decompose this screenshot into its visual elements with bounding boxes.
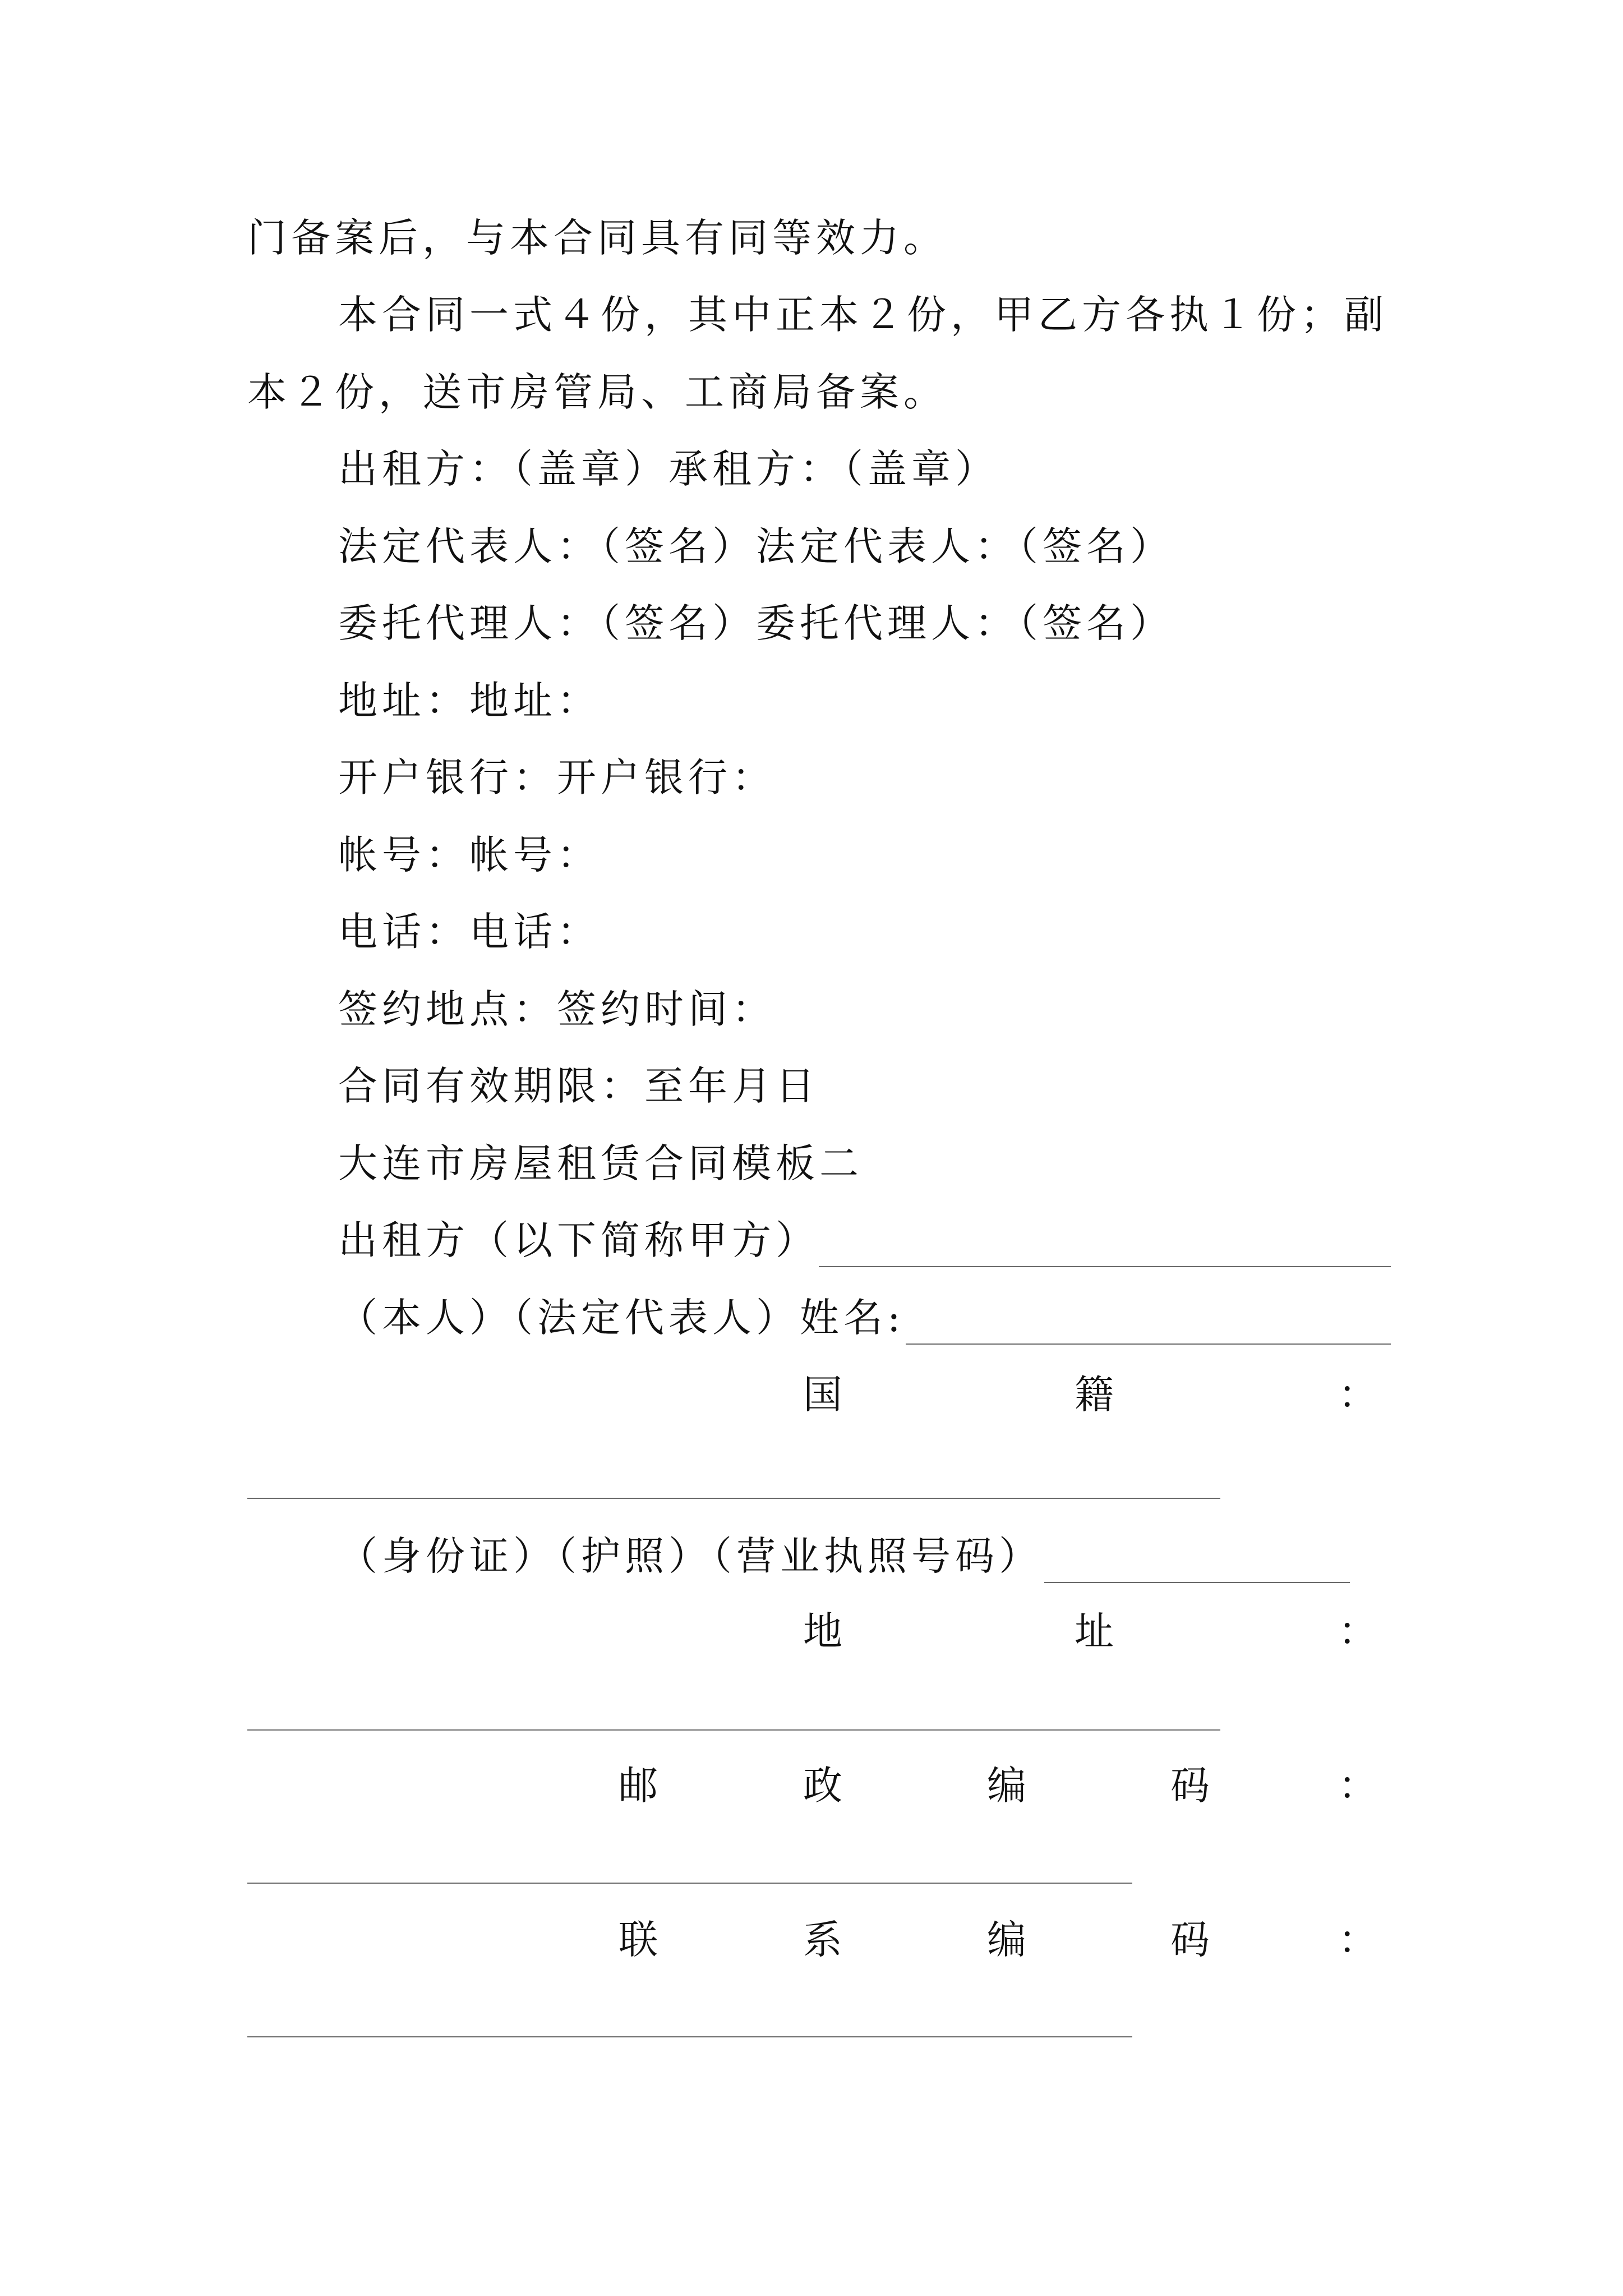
postal-char-4: 码 [1170,1763,1210,1809]
address-blank [247,1729,1220,1731]
template-title: 大连市房屋租赁合同模板二 [338,1140,863,1186]
text-line-3: 本２份，送市房管局、工商局备案。 [247,369,947,415]
postal-char-2: 政 [803,1763,842,1809]
phone-line: 电话：电话： [338,909,601,955]
signing-place-line: 签约地点：签约时间： [338,986,776,1032]
legal-rep-line: 法定代表人：（签名）法定代表人：（签名） [338,523,1174,569]
name-blank [906,1343,1391,1345]
agent-line: 委托代理人：（签名）委托代理人：（签名） [338,600,1174,646]
id-number-blank [1044,1582,1350,1583]
nationality-char-2: 籍 [1075,1372,1114,1418]
postal-colon: ： [1338,1763,1377,1809]
contact-char-4: 码 [1170,1917,1210,1963]
address-char-2: 址 [1075,1608,1114,1654]
postal-char-3: 编 [987,1763,1026,1809]
account-line: 帐号：帐号： [338,832,601,878]
address-colon: ： [1338,1608,1377,1654]
id-number-label: （身份证）（护照）（营业执照号码） [338,1533,1043,1579]
contact-colon: ： [1338,1917,1377,1963]
validity-line: 合同有效期限：至年月日 [338,1063,819,1109]
contact-blank [247,2036,1132,2037]
text-line-1: 门备案后，与本合同具有同等效力。 [247,215,947,261]
lessor-label: 出租方（以下简称甲方） [338,1217,819,1263]
nationality-blank [247,1498,1220,1499]
postal-blank [247,1883,1132,1884]
address-line: 地址：地址： [338,678,601,724]
lessor-blank [819,1266,1391,1267]
contact-char-2: 系 [803,1917,842,1963]
signature-stamp-line: 出租方：（盖章）承租方：（盖章） [338,446,999,492]
nationality-colon: ： [1338,1372,1377,1418]
contact-char-1: 联 [619,1917,658,1963]
name-label: （本人）（法定代表人）姓名: [338,1295,905,1341]
text-line-2: 本合同一式４份，其中正本２份，甲乙方各执１份；副 [338,292,1388,338]
nationality-char-1: 国 [803,1372,842,1418]
address-char-1: 地 [803,1608,842,1654]
postal-char-1: 邮 [619,1763,658,1809]
bank-line: 开户银行：开户银行： [338,754,776,800]
contact-char-3: 编 [987,1917,1026,1963]
